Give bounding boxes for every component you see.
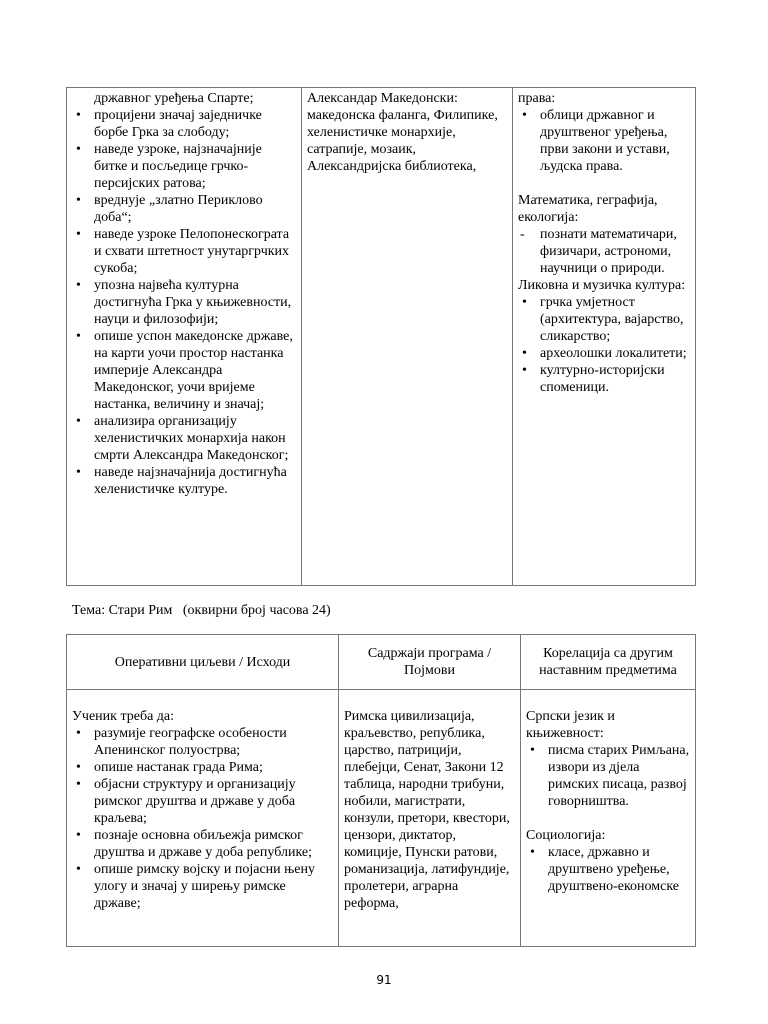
list-item: • опише настанак града Рима; xyxy=(72,759,333,776)
outcome-lead: државног уређења Спарте; xyxy=(94,91,254,106)
list-item: • археолошки локалитети; xyxy=(518,345,690,362)
correlation-heading: Математика, геграфија, екологија: xyxy=(518,193,658,225)
outcomes-list xyxy=(72,725,333,912)
list-item: • наведе најзначајнија достигнућа хеленистичке културе. xyxy=(72,464,296,498)
greece-outcomes-table xyxy=(66,87,696,586)
page-number: 91 xyxy=(376,973,392,987)
column-header: Корелација са другим наставним предметима xyxy=(521,635,696,690)
list-item: • наведе узроке, најзначајније битке и посљедице грчко-персијских ратова; xyxy=(72,141,296,192)
correlation-lead: права: xyxy=(518,91,556,106)
correlation-list xyxy=(518,294,690,396)
list-item: • упозна највећа културна достигнућа Грка у књижевности, науци и филозофији; xyxy=(72,277,296,328)
topic-title: Тема: Стари Рим (оквирни број часова 24) xyxy=(72,603,331,618)
contents-text: Римска цивилизација, краљевство, република, царство, патрицији, плебејци, Сенат, Закони 12 таблица, народни трибуни, нобили, магистрати, конзули, претори, квестори, цензори, диктатор, комиције, Пунски ратови, романизација, латифундије, пролетери, аграрна реформа, xyxy=(344,709,510,911)
outcome-lead: Ученик треба да: xyxy=(72,709,175,724)
list-item: • културно-историјски споменици. xyxy=(518,362,690,396)
list-item: • облици државног и друштвеног уређења, први закони и устави, људска права. xyxy=(518,107,690,175)
list-item: • наведе узроке Пелопонескограта и схвати штетност унутаргрчких сукоба; xyxy=(72,226,296,277)
correlation-heading: Српски језик и књижевност: xyxy=(526,709,615,741)
correlation-heading: Ликовна и музичка култура: xyxy=(518,278,686,293)
correlation-list xyxy=(526,742,690,810)
correlation-list xyxy=(518,107,690,175)
list-item: • објасни структуру и организацију римског друштва и државе у доба краљева; xyxy=(72,776,333,827)
list-item: • анализира организацију хеленистичких монархија након смрти Александра Македонског; xyxy=(72,413,296,464)
list-item: • процијени значај заједничке борбе Грка за слободу; xyxy=(72,107,296,141)
correlation-cell xyxy=(513,88,696,586)
list-item: • разумије географске особености Апенинског полуострва; xyxy=(72,725,333,759)
contents-text: Александар Македонски: македонска фаланга, Филипике, хеленистичке монархије, сатрапије, мозаик, Александријска библиотека, xyxy=(307,91,498,174)
outcomes-list xyxy=(72,107,296,498)
correlation-heading: Социологија: xyxy=(526,828,606,843)
contents-cell xyxy=(339,690,521,947)
list-item: • класе, државно и друштвено уређење, друштвено-економске xyxy=(526,844,690,895)
list-item: • писма старих Римљана, извори из дјела римских писаца, развој говорништва. xyxy=(526,742,690,810)
column-header: Садржаји програма /Појмови xyxy=(339,635,521,690)
list-item: • вреднује „златно Периклово доба“; xyxy=(72,192,296,226)
outcomes-cell xyxy=(67,88,302,586)
rome-outcomes-table xyxy=(66,634,696,947)
correlation-list xyxy=(526,844,690,895)
column-header: Оперативни циљеви / Исходи xyxy=(67,635,339,690)
list-item: • опише римску војску и појасни њену улогу и значај у ширењу римске државе; xyxy=(72,861,333,912)
correlation-cell xyxy=(521,690,696,947)
list-item: • опише успон македонске државе, на карти уочи простор настанка империје Александра Македонског, уочи вријеме настанка, величину и значај; xyxy=(72,328,296,413)
list-item: • грчка умјетност (архитектура, вајарство, сликарство; xyxy=(518,294,690,345)
outcomes-cell xyxy=(67,690,339,947)
contents-cell xyxy=(302,88,513,586)
list-item: - познати математичари, физичари, астрономи, научници о природи. xyxy=(518,226,690,277)
correlation-dash-list xyxy=(518,226,690,277)
list-item: • познаје основна обиљежја римског друштва и државе у доба републике; xyxy=(72,827,333,861)
